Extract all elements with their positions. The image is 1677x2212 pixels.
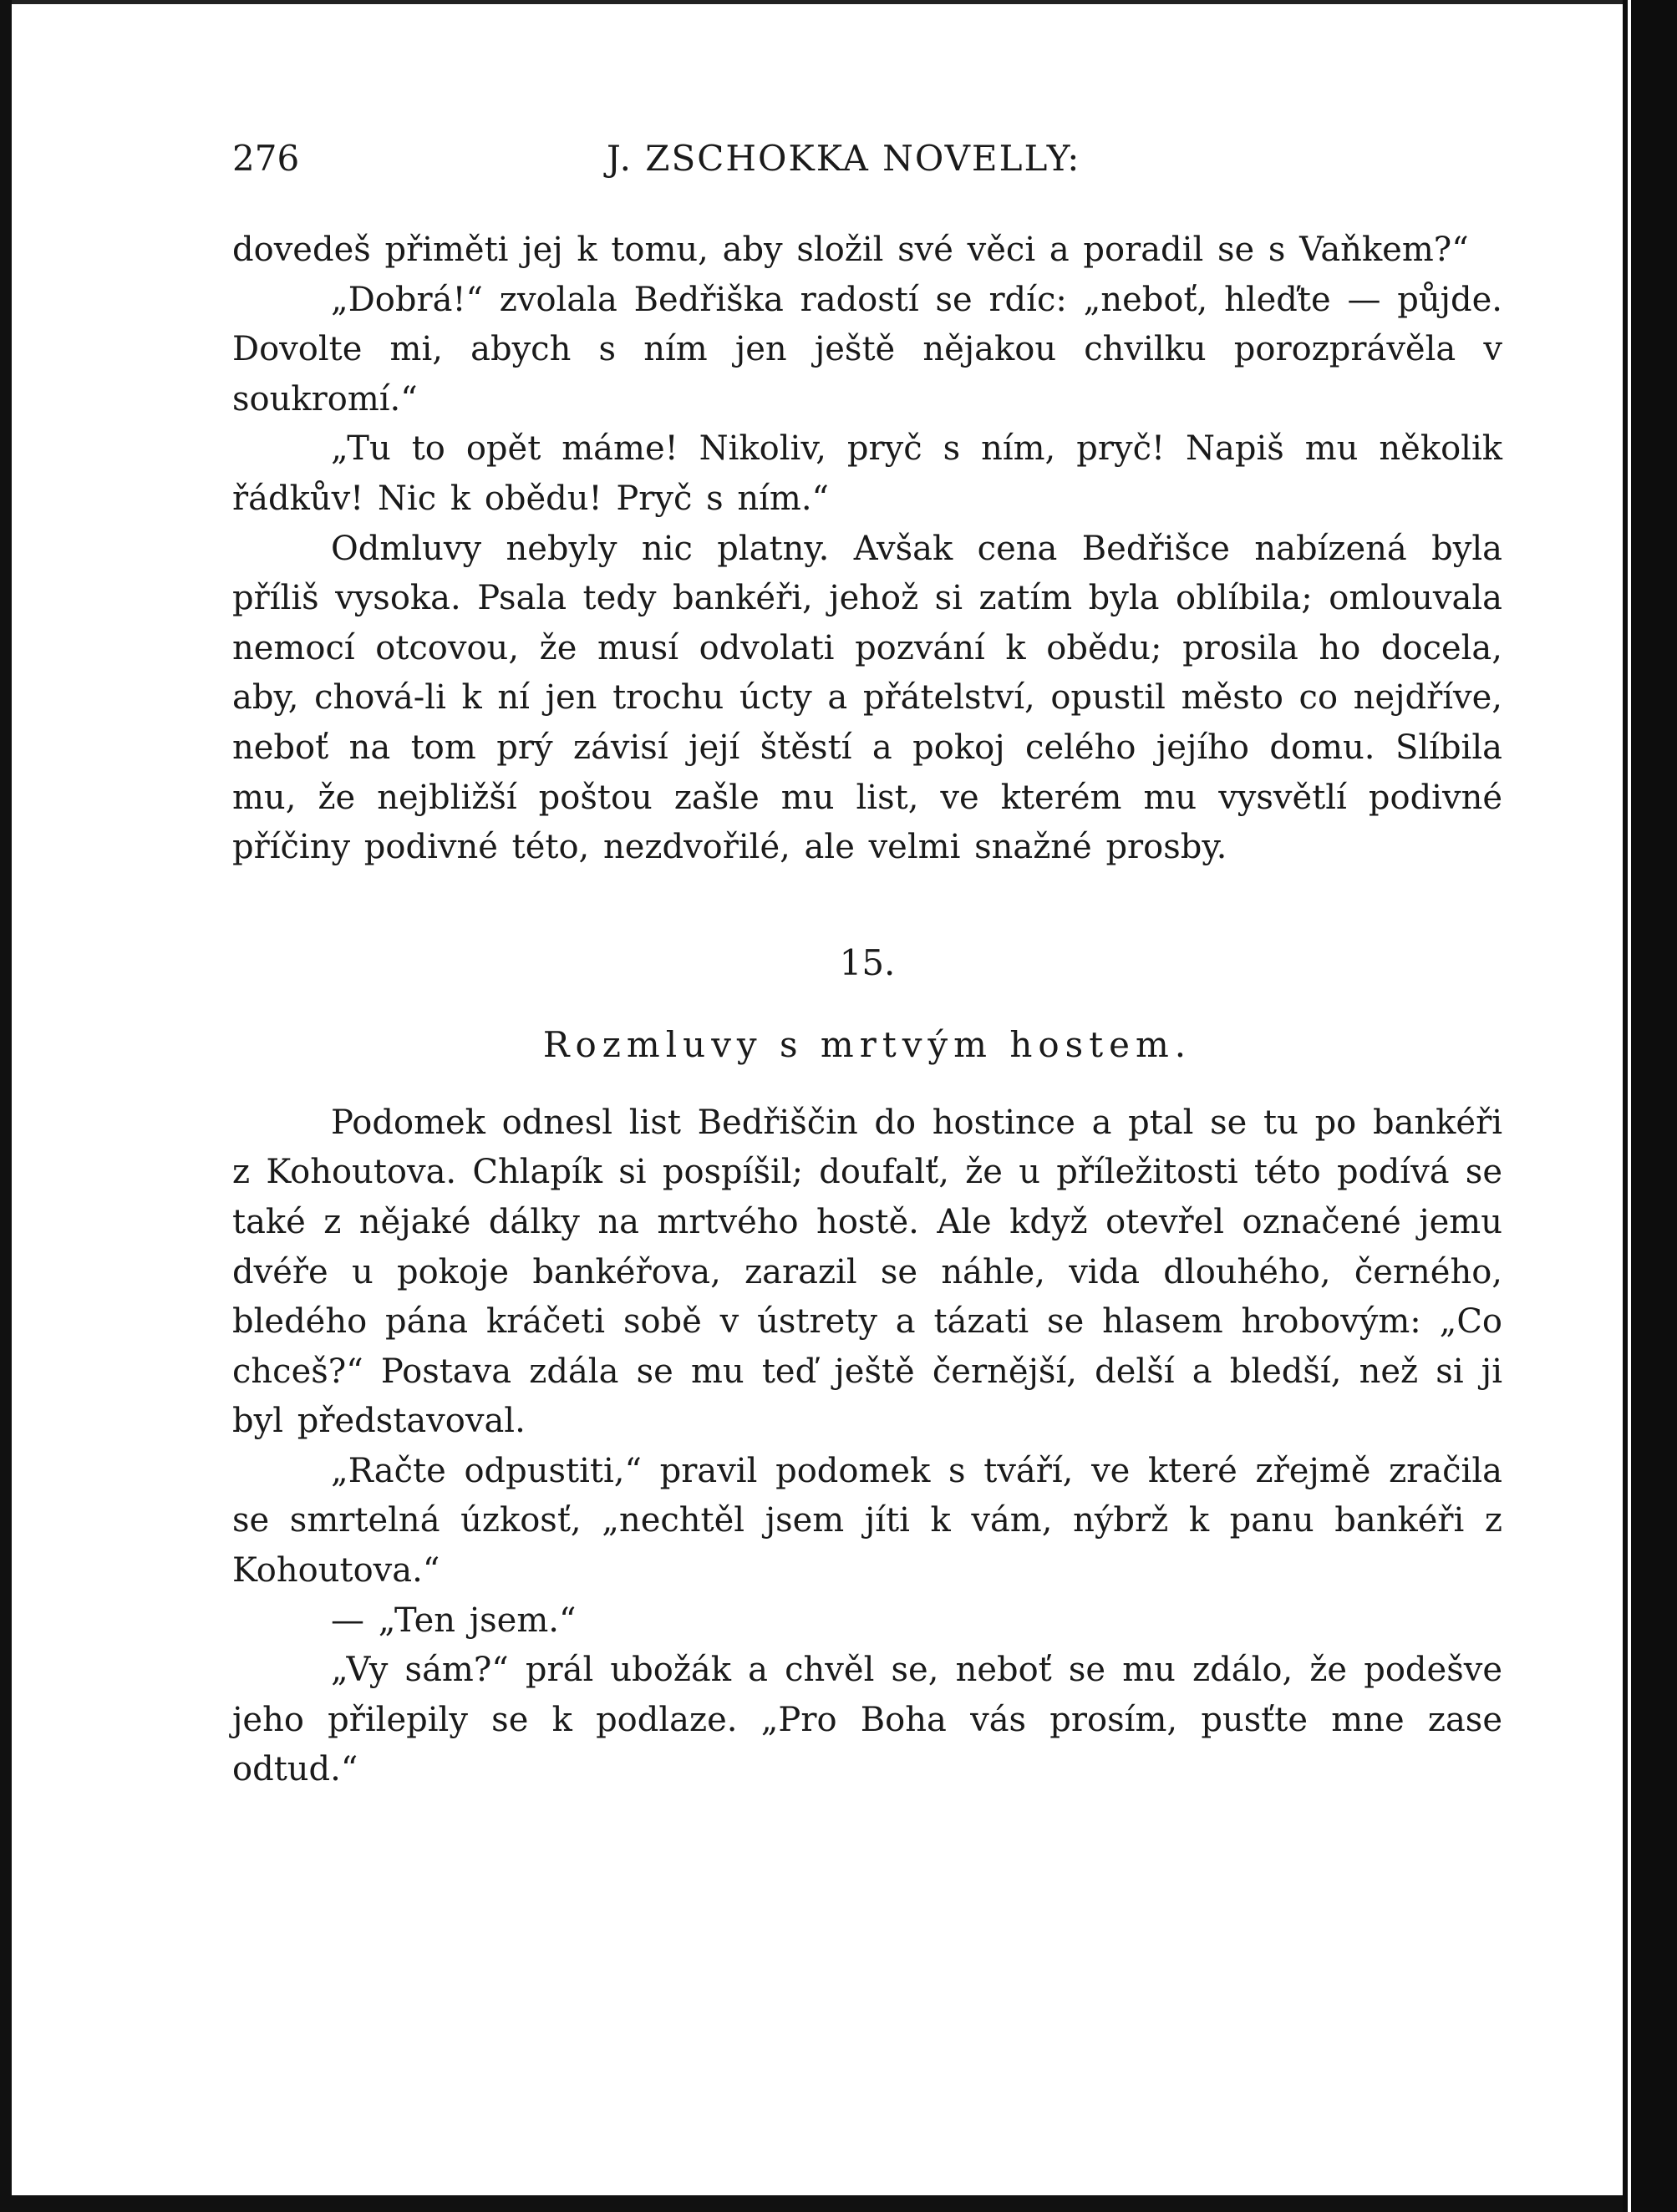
scan-border-top — [0, 0, 1623, 4]
paragraph: — „Ten jsem.“ — [331, 1601, 577, 1640]
chapter-title: Rozmluvy s mrtvým hostem. — [542, 1023, 1192, 1065]
page-number: 276 — [232, 138, 300, 179]
paragraph: „Račte odpustiti,“ pravil podomek s tváří, ve které zřejmě zračila se smrtelná úzkosť, „nechtěl jsem jíti k vám, nýbrž k panu bankéři z Kohoutova.“ — [232, 1451, 1502, 1591]
paragraph: Podomek odnesl list Bedřiščin do hostince a ptal se tu po bankéři z Kohoutova. Chlapík si pospíšil; doufalť, že u příležitosti této podívá se také z nějaké dálky na mrtvého hostě. Ale když otevřel označené jemu dvéře u pokoje bankéřova, zarazil se náhle, vida dlouhého, černého, bledého pána kráčeti sobě v ústrety a tázati se hlasem hrobovým: „Co chceš?“ Postava zdála se mu teď ještě černější, delší a bledší, než si ji byl představoval. — [232, 1103, 1502, 1441]
scan-border-left — [0, 0, 12, 2212]
scan-border-bottom — [0, 2195, 1623, 2212]
paragraph: „Tu to opět máme! Nikoliv, pryč s ním, pryč! Napiš mu několik řádkův! Nic k obědu! Pryč s ním.“ — [232, 429, 1502, 518]
running-title: J. ZSCHOKKA NOVELLY: — [607, 138, 1081, 179]
book-page — [232, 125, 1502, 1795]
running-head — [232, 125, 1502, 192]
paragraph: „Vy sám?“ prál ubožák a chvěl se, neboť se mu zdálo, že podešve jeho přilepily se k podlaze. „Pro Boha vás prosím, pusťte mne zase odtud.“ — [232, 1651, 1502, 1789]
paragraph: „Dobrá!“ zvolala Bedřiška radostí se rdíc: „neboť, hleďte — půjde. Dovolte mi, abych s ním jen ještě nějakou chvilku porozprávěla v soukromí.“ — [232, 280, 1502, 419]
paragraph: dovedeš přiměti jej k tomu, aby složil své věci a poradil se s Vaňkem?“ — [232, 231, 1469, 269]
chapter-number: 15. — [839, 941, 896, 983]
paragraph: Odmluvy nebyly nic platny. Avšak cena Bedřišce nabízená byla příliš vysoka. Psala tedy bankéři, jehož si zatím byla oblíbila; omlouvala nemocí otcovou, že musí odvolati pozvání k obědu; prosila ho docela, aby, chová-li k ní jen trochu úcty a přátelství, opustil město co nejdříve, neboť na tom prý závisí její štěstí a pokoj celého jejího domu. Slíbila mu, že nejbližší poštou zašle mu list, ve kterém mu vysvětlí podivné příčiny podivné této, nezdvořilé, ale velmi snažné prosby. — [232, 529, 1502, 867]
scan-border-right-gap — [1628, 0, 1631, 2212]
